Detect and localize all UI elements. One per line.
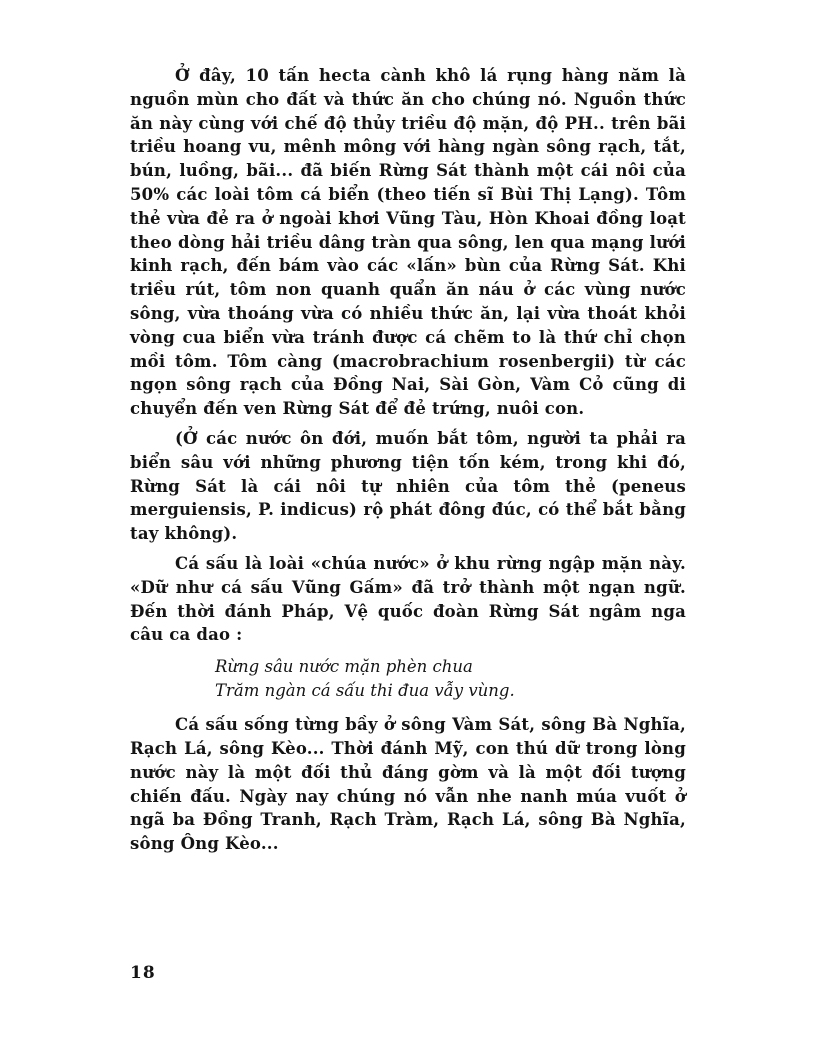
folk-verse-line: Trăm ngàn cá sấu thi đua vẫy vùng. <box>215 681 515 701</box>
paragraph-temperate-comparison: (Ở các nước ôn đới, muốn bắt tôm, người ta phải ra biển sâu với những phương tiện tốn kém, trong khi đó, Rừng Sát là cái nôi tự nhiên của tôm thẻ (peneus merguiensis, P. indicus) rộ phát đông đúc, có thể bắt bằng tay không). <box>130 428 686 544</box>
paragraph-crocodile-intro: Cá sấu là loài «chúa nước» ở khu rừng ngập mặn này. «Dữ như cá sấu Vũng Gấm» đã trở thành một ngạn ngữ. Đến thời đánh Pháp, Vệ quốc đoàn Rừng Sát ngâm nga câu ca dao : <box>130 553 686 645</box>
body-text <box>130 64 686 856</box>
paragraph-shrimp-habitat: Ở đây, 10 tấn hecta cành khô lá rụng hàng năm là nguồn mùn cho đất và thức ăn cho chúng nó. Nguồn thức ăn này cùng với chế độ thủy triều độ mặn, độ PH.. trên bãi triều hoang vu, mênh mông với hàng ngàn sông rạch, tắt, bún, luồng, bãi... đã biến Rừng Sát thành một cái nôi của 50% các loài tôm cá biển (theo tiến sĩ Bùi Thị Lạng). Tôm thẻ vừa đẻ ra ở ngoài khơi Vũng Tàu, Hòn Khoai đồng loạt theo dòng hải triều dâng tràn qua sông, len qua mạng lưới kinh rạch, đến bám vào các «lấn» bùn của Rừng Sát. Khi triều rút, tôm non quanh quẩn ăn náu ở các vùng nước sông, vừa thoáng vừa có nhiều thức ăn, lại vừa thoát khỏi vòng cua biển vừa tránh được cá chẽm to là thứ chỉ chọn mồi tôm. Tôm càng (macrobrachium rosenbergii) từ các ngọn sông rạch của Đồng Nai, Sài Gòn, Vàm Cỏ cũng di chuyển đến ven Rừng Sát để đẻ trứng, nuôi con. <box>130 66 686 419</box>
page-number: 18 <box>130 963 156 983</box>
folk-verse-line: Rừng sâu nước mặn phèn chua <box>215 657 473 677</box>
paragraph-crocodile-habitat: Cá sấu sống từng bầy ở sông Vàm Sát, sông Bà Nghĩa, Rạch Lá, sông Kèo... Thời đánh Mỹ, con thú dữ trong lòng nước này là một đối thủ đáng gờm và là một đối tượng chiến đấu. Ngày nay chúng nó vẫn nhe nanh múa vuốt ở ngã ba Đồng Tranh, Rạch Tràm, Rạch Lá, sông Bà Nghĩa, sông Ông Kèo... <box>130 715 686 854</box>
folk-verse <box>215 655 686 703</box>
